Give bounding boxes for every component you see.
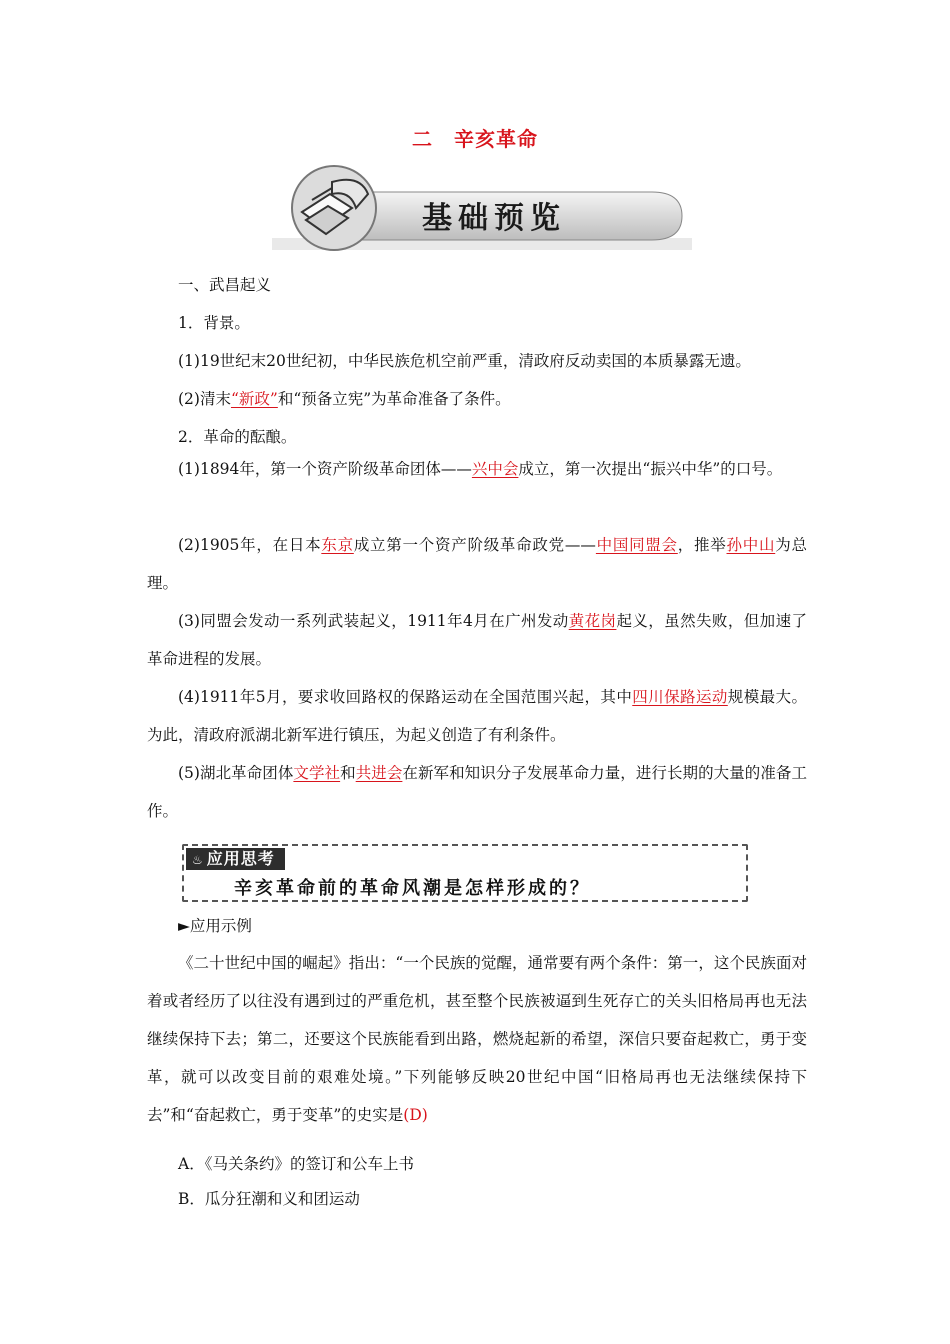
answer-blank: 黄花岗 <box>568 612 617 630</box>
answer-blank: “新政” <box>230 390 278 408</box>
section-banner <box>272 164 692 252</box>
banner-graphic <box>272 164 692 252</box>
option-a: A．《马关条约》的签订和公车上书 <box>178 1155 414 1173</box>
think-box <box>182 844 748 902</box>
answer-blank: 东京 <box>321 536 354 554</box>
answer-blank: 孙中山 <box>726 536 776 554</box>
example-stem: 《二十世纪中国的崛起》指出：“一个民族的觉醒，通常要有两个条件：第一，这个民族面对着或者经历了以往没有遇到过的严重危机，甚至整个民族被逼到生死存亡的关头旧格局再也无法继续保持下去；第二，还要这个民族能看到出路，燃烧起新的希望，深信只要奋起救亡，勇于变革，就可以改变目前的艰难处境。”下列能够反映20世纪中国“旧格局再也无法继续保持下去”和“奋起救亡，勇于变革”的史实是(D) <box>147 954 807 1124</box>
background-item-2: (2)清末“新政”和“预备立宪”为革命准备了条件。 <box>178 390 511 408</box>
background-item-1: (1)19世纪末20世纪初，中华民族危机空前严重，清政府反动卖国的本质暴露无遗。 <box>178 352 751 370</box>
background-heading: 1．背景。 <box>178 314 250 332</box>
brewing-item-2: (2)1905年，在日本东京成立第一个资产阶级革命政党——中国同盟会，推举孙中山为总理。 <box>147 536 807 592</box>
think-question: 辛亥革命前的革命风潮是怎样形成的？ <box>234 878 591 899</box>
brewing-item-4: (4)1911年5月，要求收回路权的保路运动在全国范围兴起，其中四川保路运动规模最大。为此，清政府派湖北新军进行镇压，为起义创造了有利条件。 <box>147 688 807 744</box>
brewing-item-1: (1)1894年，第一个资产阶级革命团体——兴中会成立，第一次提出“振兴中华”的口号。 <box>178 460 783 478</box>
brewing-heading: 2．革命的酝酿。 <box>178 428 297 446</box>
answer-choice: (D) <box>403 1106 428 1124</box>
answer-blank: 兴中会 <box>471 460 519 478</box>
think-tag: ♨ 应用思考 <box>186 848 285 870</box>
answer-blank: 中国同盟会 <box>595 536 678 554</box>
lesson-title: 二 辛亥革命 <box>412 127 538 151</box>
answer-blank: 四川保路运动 <box>632 688 728 706</box>
answer-blank: 共进会 <box>355 764 403 782</box>
section-heading: 一、武昌起义 <box>178 276 272 294</box>
brewing-item-5: (5)湖北革命团体文学社和共进会在新军和知识分子发展革命力量，进行长期的大量的准备工作。 <box>147 764 807 820</box>
brewing-item-3: (3)同盟会发动一系列武装起义，1911年4月在广州发动黄花岗起义，虽然失败，但加速了革命进程的发展。 <box>147 612 807 668</box>
steam-icon: ♨ <box>192 853 204 867</box>
answer-blank: 文学社 <box>293 764 341 782</box>
example-label: ►应用示例 <box>178 917 252 935</box>
option-b: B．瓜分狂潮和义和团运动 <box>178 1190 360 1208</box>
banner-label: 基础预览 <box>422 201 566 236</box>
